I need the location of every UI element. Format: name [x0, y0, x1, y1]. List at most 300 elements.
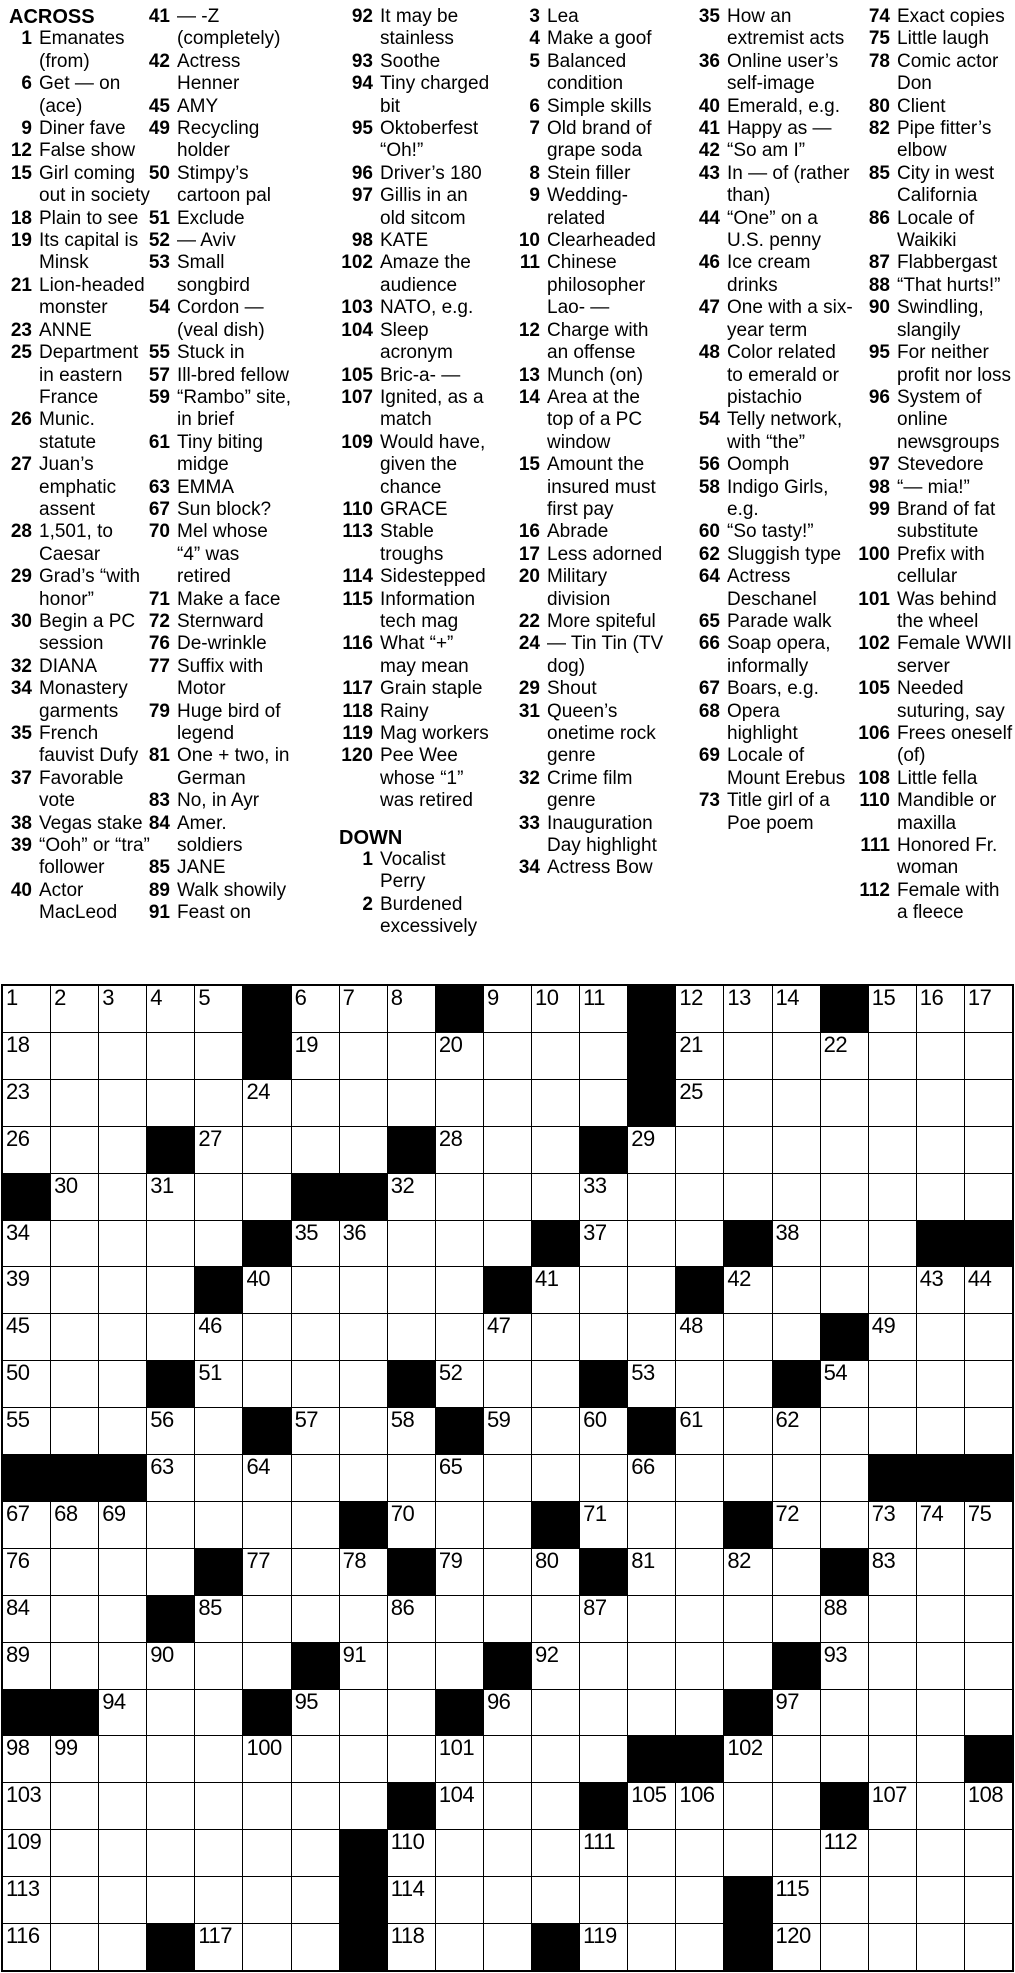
grid-cell[interactable]	[532, 986, 579, 1032]
grid-cell[interactable]	[51, 1033, 98, 1079]
grid-cell[interactable]	[147, 1549, 194, 1595]
grid-cell[interactable]	[147, 1877, 194, 1923]
grid-cell[interactable]	[580, 1221, 627, 1267]
grid-cell[interactable]	[821, 1127, 868, 1173]
grid-cell[interactable]	[917, 1924, 964, 1970]
grid-cell[interactable]	[628, 1690, 675, 1736]
grid-cell[interactable]	[532, 1455, 579, 1501]
grid-cell[interactable]	[676, 1221, 723, 1267]
clue-down-88[interactable]	[841, 275, 1015, 297]
grid-cell[interactable]	[147, 1033, 194, 1079]
grid-cell[interactable]	[532, 1033, 579, 1079]
grid-cell[interactable]	[147, 1690, 194, 1736]
grid-cell[interactable]	[821, 1267, 868, 1313]
grid-cell[interactable]	[773, 1455, 820, 1501]
clue-across-19[interactable]	[4, 230, 157, 275]
clue-down-78[interactable]	[841, 51, 1015, 96]
clue-across-39[interactable]	[4, 835, 157, 880]
grid-cell[interactable]	[869, 1830, 916, 1876]
grid-cell[interactable]	[724, 1736, 771, 1782]
grid-cell[interactable]	[580, 1877, 627, 1923]
grid-cell[interactable]	[388, 1174, 435, 1220]
grid-cell[interactable]	[724, 1314, 771, 1360]
grid-cell[interactable]	[676, 1783, 723, 1829]
grid-cell[interactable]	[292, 1549, 339, 1595]
clue-down-99[interactable]	[841, 499, 1015, 544]
clue-across-15[interactable]	[4, 163, 157, 208]
grid-cell[interactable]	[99, 1408, 146, 1454]
grid-cell[interactable]	[484, 986, 531, 1032]
grid-cell[interactable]	[917, 1690, 964, 1736]
clue-across-59[interactable]	[138, 387, 293, 432]
grid-cell[interactable]	[869, 1502, 916, 1548]
grid-cell[interactable]	[821, 1502, 868, 1548]
grid-cell[interactable]	[676, 1033, 723, 1079]
grid-cell[interactable]	[51, 1596, 98, 1642]
clue-down-34[interactable]	[496, 857, 671, 879]
grid-cell[interactable]	[195, 1643, 242, 1689]
clue-down-7[interactable]	[496, 118, 671, 163]
grid-cell[interactable]	[340, 986, 387, 1032]
grid-cell[interactable]	[917, 1643, 964, 1689]
grid-cell[interactable]	[917, 1080, 964, 1126]
grid-cell[interactable]	[99, 1596, 146, 1642]
grid-cell[interactable]	[773, 1174, 820, 1220]
clue-down-2[interactable]	[334, 894, 492, 939]
grid-cell[interactable]	[195, 1033, 242, 1079]
clue-across-118[interactable]	[334, 701, 492, 723]
grid-cell[interactable]	[869, 986, 916, 1032]
grid-cell[interactable]	[51, 1736, 98, 1782]
clue-down-16[interactable]	[496, 521, 671, 543]
grid-cell[interactable]	[195, 1783, 242, 1829]
grid-cell[interactable]	[580, 1267, 627, 1313]
grid-cell[interactable]	[676, 1502, 723, 1548]
grid-cell[interactable]	[340, 1455, 387, 1501]
grid-cell[interactable]	[340, 1267, 387, 1313]
grid-cell[interactable]	[724, 1549, 771, 1595]
clue-across-103[interactable]	[334, 297, 492, 319]
clue-down-4[interactable]	[496, 28, 671, 50]
grid-cell[interactable]	[3, 1314, 50, 1360]
grid-cell[interactable]	[965, 1127, 1012, 1173]
clue-across-81[interactable]	[138, 745, 293, 790]
grid-cell[interactable]	[773, 1221, 820, 1267]
clue-across-45[interactable]	[138, 96, 293, 118]
grid-cell[interactable]	[3, 1080, 50, 1126]
grid-cell[interactable]	[773, 1314, 820, 1360]
grid-cell[interactable]	[243, 1596, 290, 1642]
grid-cell[interactable]	[243, 1549, 290, 1595]
grid-cell[interactable]	[99, 1736, 146, 1782]
grid-cell[interactable]	[676, 986, 723, 1032]
grid-cell[interactable]	[51, 1783, 98, 1829]
clue-down-95[interactable]	[841, 342, 1015, 387]
clue-down-58[interactable]	[680, 477, 855, 522]
clue-across-117[interactable]	[334, 678, 492, 700]
grid-cell[interactable]	[195, 1502, 242, 1548]
grid-cell[interactable]	[580, 1596, 627, 1642]
grid-cell[interactable]	[917, 1736, 964, 1782]
grid-cell[interactable]	[628, 1502, 675, 1548]
clue-across-98[interactable]	[334, 230, 492, 252]
grid-cell[interactable]	[340, 1080, 387, 1126]
grid-cell[interactable]	[917, 1502, 964, 1548]
clue-across-70[interactable]	[138, 521, 293, 588]
grid-cell[interactable]	[628, 1127, 675, 1173]
clue-across-55[interactable]	[138, 342, 293, 364]
grid-cell[interactable]	[628, 1314, 675, 1360]
grid-cell[interactable]	[51, 986, 98, 1032]
grid-cell[interactable]	[580, 1690, 627, 1736]
grid-cell[interactable]	[51, 1643, 98, 1689]
clue-down-8[interactable]	[496, 163, 671, 185]
clue-across-114[interactable]	[334, 566, 492, 588]
grid-cell[interactable]	[484, 1080, 531, 1126]
grid-cell[interactable]	[917, 1877, 964, 1923]
clue-across-104[interactable]	[334, 320, 492, 365]
grid-cell[interactable]	[195, 1877, 242, 1923]
grid-cell[interactable]	[99, 1643, 146, 1689]
grid-cell[interactable]	[869, 1736, 916, 1782]
grid-cell[interactable]	[340, 1127, 387, 1173]
clue-down-74[interactable]	[841, 6, 1015, 28]
clue-down-36[interactable]	[680, 51, 855, 96]
grid-cell[interactable]	[340, 1643, 387, 1689]
grid-cell[interactable]	[580, 986, 627, 1032]
grid-cell[interactable]	[773, 1924, 820, 1970]
grid-cell[interactable]	[3, 1596, 50, 1642]
grid-cell[interactable]	[51, 1408, 98, 1454]
grid-cell[interactable]	[147, 1643, 194, 1689]
grid-cell[interactable]	[147, 1830, 194, 1876]
grid-cell[interactable]	[436, 1127, 483, 1173]
grid-cell[interactable]	[195, 1127, 242, 1173]
grid-cell[interactable]	[821, 1221, 868, 1267]
clue-down-24[interactable]	[496, 633, 671, 678]
grid-cell[interactable]	[292, 1924, 339, 1970]
grid-cell[interactable]	[51, 1549, 98, 1595]
grid-cell[interactable]	[773, 1830, 820, 1876]
grid-cell[interactable]	[821, 1690, 868, 1736]
grid-cell[interactable]	[243, 1314, 290, 1360]
grid-cell[interactable]	[821, 1596, 868, 1642]
grid-cell[interactable]	[484, 1830, 531, 1876]
grid-cell[interactable]	[724, 1596, 771, 1642]
grid-cell[interactable]	[243, 1783, 290, 1829]
grid-cell[interactable]	[195, 986, 242, 1032]
grid-cell[interactable]	[436, 1877, 483, 1923]
grid-cell[interactable]	[340, 1221, 387, 1267]
grid-cell[interactable]	[388, 1314, 435, 1360]
grid-cell[interactable]	[147, 1736, 194, 1782]
clue-down-98[interactable]	[841, 477, 1015, 499]
clue-across-1[interactable]	[4, 28, 157, 73]
grid-cell[interactable]	[388, 1080, 435, 1126]
grid-cell[interactable]	[484, 1549, 531, 1595]
clue-down-41[interactable]	[680, 118, 855, 140]
grid-cell[interactable]	[99, 1830, 146, 1876]
grid-cell[interactable]	[965, 1596, 1012, 1642]
clue-down-22[interactable]	[496, 611, 671, 633]
grid-cell[interactable]	[3, 1830, 50, 1876]
grid-cell[interactable]	[3, 1877, 50, 1923]
grid-cell[interactable]	[917, 1127, 964, 1173]
grid-cell[interactable]	[195, 1690, 242, 1736]
clue-across-40[interactable]	[4, 880, 157, 925]
grid-cell[interactable]	[340, 1783, 387, 1829]
grid-cell[interactable]	[869, 1174, 916, 1220]
grid-cell[interactable]	[724, 1174, 771, 1220]
grid-cell[interactable]	[965, 1830, 1012, 1876]
grid-cell[interactable]	[436, 1361, 483, 1407]
grid-cell[interactable]	[292, 1502, 339, 1548]
grid-cell[interactable]	[773, 1267, 820, 1313]
grid-cell[interactable]	[917, 1783, 964, 1829]
grid-cell[interactable]	[532, 1643, 579, 1689]
clue-across-93[interactable]	[334, 51, 492, 73]
clue-down-97[interactable]	[841, 454, 1015, 476]
grid-cell[interactable]	[821, 1643, 868, 1689]
grid-cell[interactable]	[676, 1080, 723, 1126]
grid-cell[interactable]	[3, 1267, 50, 1313]
grid-cell[interactable]	[484, 1783, 531, 1829]
grid-cell[interactable]	[532, 1549, 579, 1595]
grid-cell[interactable]	[292, 1783, 339, 1829]
grid-cell[interactable]	[436, 1455, 483, 1501]
grid-cell[interactable]	[676, 1314, 723, 1360]
grid-cell[interactable]	[147, 1314, 194, 1360]
clue-across-83[interactable]	[138, 790, 293, 812]
grid-cell[interactable]	[821, 1408, 868, 1454]
grid-cell[interactable]	[532, 1361, 579, 1407]
grid-cell[interactable]	[436, 1783, 483, 1829]
grid-cell[interactable]	[821, 1830, 868, 1876]
grid-cell[interactable]	[340, 1314, 387, 1360]
grid-cell[interactable]	[532, 1877, 579, 1923]
grid-cell[interactable]	[195, 1455, 242, 1501]
clue-across-38[interactable]	[4, 813, 157, 835]
grid-cell[interactable]	[3, 1127, 50, 1173]
grid-cell[interactable]	[340, 1033, 387, 1079]
grid-cell[interactable]	[965, 1643, 1012, 1689]
grid-cell[interactable]	[436, 1267, 483, 1313]
grid-cell[interactable]	[292, 1690, 339, 1736]
clue-down-54[interactable]	[680, 409, 855, 454]
grid-cell[interactable]	[628, 1924, 675, 1970]
grid-cell[interactable]	[580, 1643, 627, 1689]
grid-cell[interactable]	[388, 1596, 435, 1642]
clue-down-80[interactable]	[841, 96, 1015, 118]
grid-cell[interactable]	[580, 1830, 627, 1876]
grid-cell[interactable]	[724, 986, 771, 1032]
grid-cell[interactable]	[292, 1455, 339, 1501]
grid-cell[interactable]	[3, 1783, 50, 1829]
grid-cell[interactable]	[195, 1361, 242, 1407]
clue-across-28[interactable]	[4, 521, 157, 566]
grid-cell[interactable]	[628, 1267, 675, 1313]
grid-cell[interactable]	[147, 1408, 194, 1454]
grid-cell[interactable]	[628, 1549, 675, 1595]
grid-cell[interactable]	[195, 1596, 242, 1642]
grid-cell[interactable]	[773, 1549, 820, 1595]
grid-cell[interactable]	[99, 1549, 146, 1595]
clue-down-75[interactable]	[841, 28, 1015, 50]
grid-cell[interactable]	[51, 1877, 98, 1923]
clue-down-85[interactable]	[841, 163, 1015, 208]
grid-cell[interactable]	[99, 1221, 146, 1267]
grid-cell[interactable]	[628, 1596, 675, 1642]
grid-cell[interactable]	[965, 1408, 1012, 1454]
grid-cell[interactable]	[195, 1314, 242, 1360]
grid-cell[interactable]	[773, 1127, 820, 1173]
grid-cell[interactable]	[532, 1830, 579, 1876]
grid-cell[interactable]	[676, 1174, 723, 1220]
grid-cell[interactable]	[388, 1408, 435, 1454]
clue-down-20[interactable]	[496, 566, 671, 611]
grid-cell[interactable]	[676, 1455, 723, 1501]
grid-cell[interactable]	[147, 1455, 194, 1501]
grid-cell[interactable]	[388, 986, 435, 1032]
grid-cell[interactable]	[532, 1314, 579, 1360]
grid-cell[interactable]	[676, 1877, 723, 1923]
clue-down-111[interactable]	[841, 835, 1015, 880]
grid-cell[interactable]	[99, 1783, 146, 1829]
grid-cell[interactable]	[773, 1736, 820, 1782]
grid-cell[interactable]	[243, 1643, 290, 1689]
clue-across-94[interactable]	[334, 73, 492, 118]
grid-cell[interactable]	[917, 1033, 964, 1079]
clue-down-12[interactable]	[496, 320, 671, 365]
grid-cell[interactable]	[147, 1221, 194, 1267]
grid-cell[interactable]	[580, 1736, 627, 1782]
grid-cell[interactable]	[484, 1736, 531, 1782]
grid-cell[interactable]	[388, 1736, 435, 1782]
grid-cell[interactable]	[3, 1408, 50, 1454]
clue-across-32[interactable]	[4, 656, 157, 678]
grid-cell[interactable]	[340, 1549, 387, 1595]
grid-cell[interactable]	[484, 1174, 531, 1220]
grid-cell[interactable]	[436, 1314, 483, 1360]
grid-cell[interactable]	[773, 986, 820, 1032]
clue-across-110[interactable]	[334, 499, 492, 521]
grid-cell[interactable]	[3, 1221, 50, 1267]
grid-cell[interactable]	[243, 1830, 290, 1876]
grid-cell[interactable]	[195, 1924, 242, 1970]
grid-cell[interactable]	[724, 1080, 771, 1126]
clue-down-69[interactable]	[680, 745, 855, 790]
grid-cell[interactable]	[484, 1924, 531, 1970]
clue-across-54[interactable]	[138, 297, 293, 342]
clue-across-26[interactable]	[4, 409, 157, 454]
grid-cell[interactable]	[484, 1877, 531, 1923]
grid-cell[interactable]	[580, 1314, 627, 1360]
grid-cell[interactable]	[3, 1502, 50, 1548]
grid-cell[interactable]	[292, 986, 339, 1032]
grid-cell[interactable]	[532, 1174, 579, 1220]
grid-cell[interactable]	[773, 1033, 820, 1079]
grid-cell[interactable]	[3, 1736, 50, 1782]
grid-cell[interactable]	[484, 1033, 531, 1079]
grid-cell[interactable]	[965, 1690, 1012, 1736]
grid-cell[interactable]	[821, 1877, 868, 1923]
grid-cell[interactable]	[51, 1080, 98, 1126]
clue-down-112[interactable]	[841, 880, 1015, 925]
grid-cell[interactable]	[917, 1361, 964, 1407]
clue-across-27[interactable]	[4, 454, 157, 521]
grid-cell[interactable]	[821, 1080, 868, 1126]
grid-cell[interactable]	[484, 1690, 531, 1736]
clue-down-90[interactable]	[841, 297, 1015, 342]
grid-cell[interactable]	[243, 1127, 290, 1173]
clue-down-110[interactable]	[841, 790, 1015, 835]
clue-down-35[interactable]	[680, 6, 855, 51]
clue-across-21[interactable]	[4, 275, 157, 320]
grid-cell[interactable]	[676, 1830, 723, 1876]
clue-across-12[interactable]	[4, 140, 157, 162]
grid-cell[interactable]	[388, 1877, 435, 1923]
grid-cell[interactable]	[340, 1690, 387, 1736]
clue-down-6[interactable]	[496, 96, 671, 118]
clue-across-119[interactable]	[334, 723, 492, 745]
grid-cell[interactable]	[628, 1455, 675, 1501]
grid-cell[interactable]	[628, 1830, 675, 1876]
grid-cell[interactable]	[292, 1080, 339, 1126]
grid-cell[interactable]	[99, 986, 146, 1032]
clue-down-56[interactable]	[680, 454, 855, 476]
grid-cell[interactable]	[773, 1783, 820, 1829]
grid-cell[interactable]	[292, 1127, 339, 1173]
clue-across-105[interactable]	[334, 365, 492, 387]
grid-cell[interactable]	[532, 1080, 579, 1126]
grid-cell[interactable]	[965, 1877, 1012, 1923]
grid-cell[interactable]	[99, 1877, 146, 1923]
grid-cell[interactable]	[821, 1174, 868, 1220]
clue-across-63[interactable]	[138, 477, 293, 499]
grid-cell[interactable]	[243, 1267, 290, 1313]
grid-cell[interactable]	[3, 1549, 50, 1595]
grid-cell[interactable]	[388, 1502, 435, 1548]
grid-cell[interactable]	[869, 1267, 916, 1313]
clue-down-40[interactable]	[680, 96, 855, 118]
clue-across-116[interactable]	[334, 633, 492, 678]
clue-across-96[interactable]	[334, 163, 492, 185]
grid-cell[interactable]	[917, 1830, 964, 1876]
clue-across-6[interactable]	[4, 73, 157, 118]
grid-cell[interactable]	[724, 1127, 771, 1173]
clue-down-108[interactable]	[841, 768, 1015, 790]
clue-across-53[interactable]	[138, 252, 293, 297]
grid-cell[interactable]	[292, 1408, 339, 1454]
clue-down-11[interactable]	[496, 252, 671, 319]
grid-cell[interactable]	[243, 1924, 290, 1970]
clue-across-30[interactable]	[4, 611, 157, 656]
clue-across-109[interactable]	[334, 432, 492, 499]
clue-across-120[interactable]	[334, 745, 492, 812]
clue-across-18[interactable]	[4, 208, 157, 230]
grid-cell[interactable]	[195, 1080, 242, 1126]
grid-cell[interactable]	[436, 1549, 483, 1595]
grid-cell[interactable]	[965, 1502, 1012, 1548]
clue-across-23[interactable]	[4, 320, 157, 342]
grid-cell[interactable]	[773, 1502, 820, 1548]
grid-cell[interactable]	[917, 1549, 964, 1595]
grid-cell[interactable]	[484, 1221, 531, 1267]
grid-cell[interactable]	[195, 1221, 242, 1267]
grid-cell[interactable]	[869, 1408, 916, 1454]
grid-cell[interactable]	[869, 1033, 916, 1079]
grid-cell[interactable]	[869, 1924, 916, 1970]
